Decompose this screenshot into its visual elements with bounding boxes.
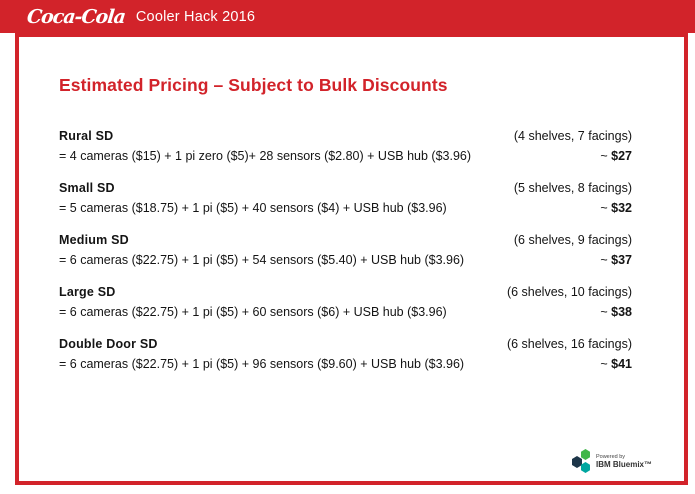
powered-by-label: Powered by bbox=[595, 454, 626, 460]
price-tilde: ~ bbox=[600, 356, 612, 371]
item-price bbox=[600, 199, 632, 219]
coca-cola-logo: Coca-Cola bbox=[25, 5, 127, 28]
item-price bbox=[600, 303, 632, 323]
bluemix-hexagons-icon bbox=[572, 449, 593, 474]
header-bar bbox=[0, 0, 695, 33]
price-tilde: ~ bbox=[600, 252, 612, 267]
hexagon-green-icon bbox=[581, 449, 590, 460]
item-config: (6 shelves, 9 facings) bbox=[513, 233, 632, 247]
pricing-item-medium-sd bbox=[59, 231, 632, 270]
pricing-row-detail bbox=[59, 355, 632, 375]
item-formula: = 5 cameras ($18.75) + 1 pi ($5) + 40 sensors ($4) + USB hub ($3.96) bbox=[59, 200, 447, 215]
pricing-row-header bbox=[59, 179, 632, 199]
ibm-bluemix-logo bbox=[572, 449, 652, 474]
item-price bbox=[600, 355, 632, 375]
item-config: (5 shelves, 8 facings) bbox=[513, 181, 632, 195]
item-name: Medium SD bbox=[59, 233, 129, 247]
item-name: Double Door SD bbox=[59, 337, 158, 351]
slide-title: Estimated Pricing – Subject to Bulk Discounts bbox=[59, 75, 448, 95]
pricing-row-header bbox=[59, 231, 632, 251]
item-formula: = 6 cameras ($22.75) + 1 pi ($5) + 96 sensors ($9.60) + USB hub ($3.96) bbox=[59, 356, 465, 371]
pricing-row-detail bbox=[59, 251, 632, 271]
item-formula: = 6 cameras ($22.75) + 1 pi ($5) + 54 sensors ($5.40) + USB hub ($3.96) bbox=[59, 252, 465, 267]
price-value: $27 bbox=[611, 148, 632, 163]
item-config: (6 shelves, 10 facings) bbox=[506, 285, 632, 299]
price-tilde: ~ bbox=[600, 200, 612, 215]
price-value: $38 bbox=[611, 304, 632, 319]
pricing-row-detail bbox=[59, 199, 632, 219]
pricing-item-small-sd bbox=[59, 179, 632, 218]
item-name: Rural SD bbox=[59, 129, 114, 143]
hexagon-navy-icon bbox=[572, 456, 582, 468]
pricing-row-header bbox=[59, 335, 632, 355]
price-tilde: ~ bbox=[600, 304, 612, 319]
hexagon-teal-icon bbox=[581, 462, 590, 473]
pricing-item-large-sd bbox=[59, 283, 632, 322]
bluemix-name-label: IBM Bluemix™ bbox=[595, 460, 652, 469]
price-tilde: ~ bbox=[600, 148, 612, 163]
item-price bbox=[600, 251, 632, 271]
pricing-row-header bbox=[59, 127, 632, 147]
price-value: $32 bbox=[611, 200, 632, 215]
bluemix-text bbox=[596, 454, 652, 469]
item-name: Small SD bbox=[59, 181, 115, 195]
pricing-row-detail bbox=[59, 147, 632, 167]
pricing-item-double-door-sd bbox=[59, 335, 632, 374]
item-formula: = 6 cameras ($22.75) + 1 pi ($5) + 60 sensors ($6) + USB hub ($3.96) bbox=[59, 304, 447, 319]
item-config: (4 shelves, 7 facings) bbox=[513, 129, 632, 143]
pricing-row-detail bbox=[59, 303, 632, 323]
pricing-row-header bbox=[59, 283, 632, 303]
pricing-item-rural-sd bbox=[59, 127, 632, 166]
event-title: Cooler Hack 2016 bbox=[135, 8, 256, 25]
price-value: $37 bbox=[611, 252, 632, 267]
item-config: (6 shelves, 16 facings) bbox=[506, 337, 632, 351]
item-price bbox=[600, 147, 632, 167]
slide-content bbox=[15, 33, 688, 485]
item-name: Large SD bbox=[59, 285, 116, 299]
item-formula: = 4 cameras ($15) + 1 pi zero ($5)+ 28 sensors ($2.80) + USB hub ($3.96) bbox=[59, 148, 472, 163]
price-value: $41 bbox=[611, 356, 632, 371]
